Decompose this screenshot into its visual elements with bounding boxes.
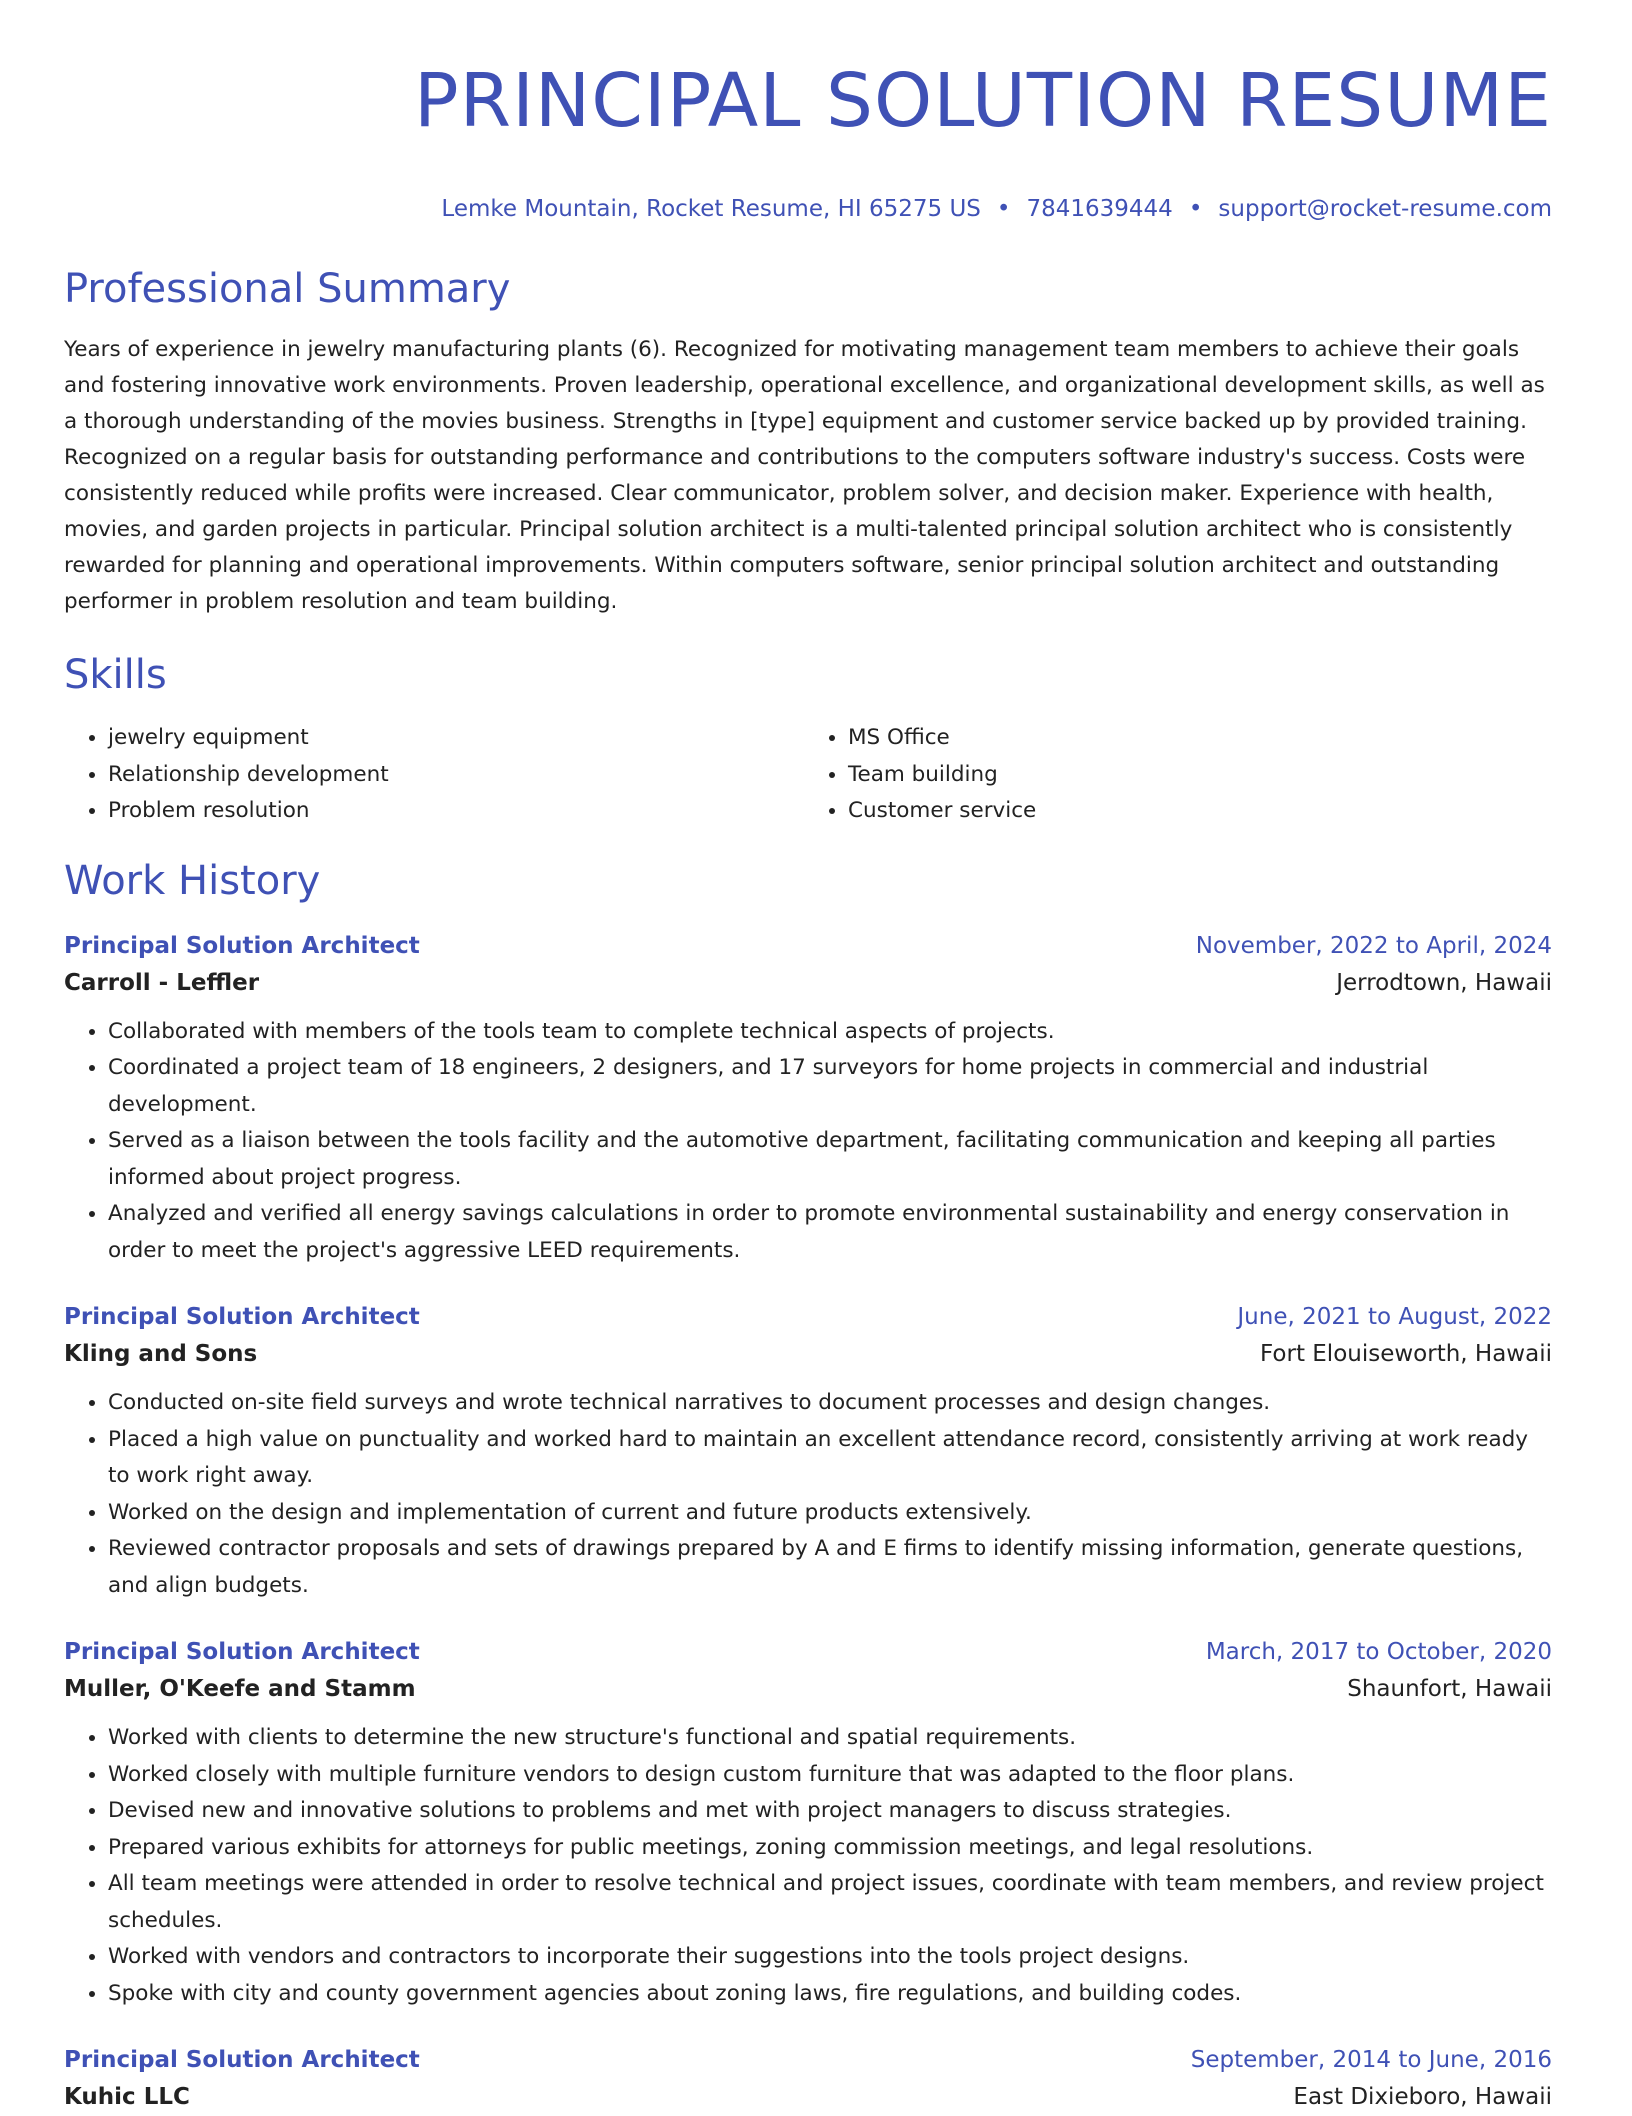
skill-item: • MS Office [848,720,1544,757]
job-company-row [64,2078,1552,2116]
job-bullet: • Prepared various exhibits for attorneys for public meetings, zoning commission meetings, and legal resolutions. [108,1830,1552,1867]
skill-item: • Problem resolution [108,793,804,830]
contact-separator: • [1188,196,1203,222]
job-company: Muller, O'Keefe and Stamm [64,1676,416,1702]
job-dates: June, 2021 to August, 2022 [1237,1304,1552,1330]
job-bullet: • Reviewed contractor proposals and sets of drawings prepared by A and E firms to identify missing information, generate questions, and align budgets. [108,1531,1552,1604]
job-title-row [64,928,1552,964]
contact-address: Lemke Mountain, Rocket Resume, HI 65275 US [441,196,981,222]
job-location: Fort Elouiseworth, Hawaii [1260,1341,1552,1367]
job-location: East Dixieboro, Hawaii [1293,2084,1552,2110]
job-bullets [64,1385,1552,1604]
skill-item: • Relationship development [108,757,804,794]
job-bullet: • Spoke with city and county government agencies about zoning laws, fire regulations, and building codes. [108,1976,1552,2013]
job-entry [64,928,1552,1270]
contact-phone: 7841639444 [1026,196,1173,222]
skills-list [64,720,1552,830]
job-location: Jerrodtown, Hawaii [1336,969,1552,996]
skill-item: • Customer service [848,793,1544,830]
job-title-row [64,1634,1552,1670]
job-bullet: • Collaborated with members of the tools team to complete technical aspects of projects. [108,1014,1552,1051]
contact-separator: • [996,196,1011,222]
skills-column-right [804,720,1544,830]
job-bullet: • Placed a high value on punctuality and worked hard to maintain an excellent attendance record, consistently arriving at work ready to work right away. [108,1422,1552,1495]
job-title-row [64,1299,1552,1335]
job-entry [64,1634,1552,2012]
job-title: Principal Solution Architect [64,2047,420,2073]
job-bullet: • Worked closely with multiple furniture vendors to design custom furniture that was adapted to the floor plans. [108,1757,1552,1794]
summary-heading: Professional Summary [64,266,511,312]
contact-line [64,196,1552,222]
job-entry [64,1299,1552,1604]
work-history-heading: Work History [64,857,321,904]
job-company-row [64,964,1552,1002]
job-bullet: • Worked on the design and implementation of current and future products extensively. [108,1495,1552,1532]
job-dates: September, 2014 to June, 2016 [1190,2047,1552,2073]
skill-item: • Team building [848,757,1544,794]
job-company-row [64,1335,1552,1373]
contact-email[interactable]: support@rocket-resume.com [1218,196,1552,222]
skill-item: • jewelry equipment [108,720,804,757]
job-title-row [64,2042,1552,2078]
job-bullet: • Served as a liaison between the tools facility and the automotive department, facilitating communication and keeping all parties informed about project progress. [108,1123,1552,1196]
job-bullet: • Worked with clients to determine the new structure's functional and spatial requirements. [108,1720,1552,1757]
job-entry [64,2042,1552,2116]
job-title: Principal Solution Architect [64,1304,420,1330]
job-bullet: • Coordinated a project team of 18 engineers, 2 designers, and 17 surveyors for home projects in commercial and industrial development. [108,1050,1552,1123]
job-dates: March, 2017 to October, 2020 [1205,1639,1552,1665]
job-dates: November, 2022 to April, 2024 [1195,932,1552,959]
job-bullet: • Devised new and innovative solutions to problems and met with project managers to discuss strategies. [108,1793,1552,1830]
skills-column-left [64,720,804,830]
resume-title: PRINCIPAL SOLUTION RESUME [414,58,1552,144]
job-location: Shaunfort, Hawaii [1347,1676,1552,1702]
resume-header [64,52,1552,222]
job-title: Principal Solution Architect [64,1639,420,1665]
job-bullet: • Conducted on-site field surveys and wrote technical narratives to document processes and design changes. [108,1385,1552,1422]
job-company: Kuhic LLC [64,2084,190,2110]
job-company-row [64,1670,1552,1708]
job-bullet: • Analyzed and verified all energy savings calculations in order to promote environmental sustainability and energy conservation in order to meet the project's aggressive LEED requirements. [108,1196,1552,1269]
job-bullets [64,1014,1552,1270]
job-bullet: • Worked with vendors and contractors to incorporate their suggestions into the tools project designs. [108,1939,1552,1976]
job-company: Carroll - Leffler [64,969,260,996]
summary-text: Years of experience in jewelry manufacturing plants (6). Recognized for motivating management team members to achieve their goals and fostering innovative work environments. Proven leadership, operational excellence, and organizational development skills, as well as a thorough understanding of the movies business. Strengths in [type] equipment and customer service backed up by provided training. Recognized on a regular basis for outstanding performance and contributions to the computers software industry's success. Costs were consistently reduced while profits were increased. Clear communicator, problem solver, and decision maker. Experience with health, movies, and garden projects in particular. Principal solution architect is a multi-talented principal solution architect who is consistently rewarded for planning and operational improvements. Within computers software, senior principal solution architect and outstanding performer in problem resolution and team building. [64,337,1545,614]
job-bullets [64,1720,1552,2012]
job-bullet: • All team meetings were attended in order to resolve technical and project issues, coordinate with team members, and review project schedules. [108,1866,1552,1939]
job-title: Principal Solution Architect [64,932,420,959]
skills-heading: Skills [64,652,167,698]
job-company: Kling and Sons [64,1341,258,1367]
